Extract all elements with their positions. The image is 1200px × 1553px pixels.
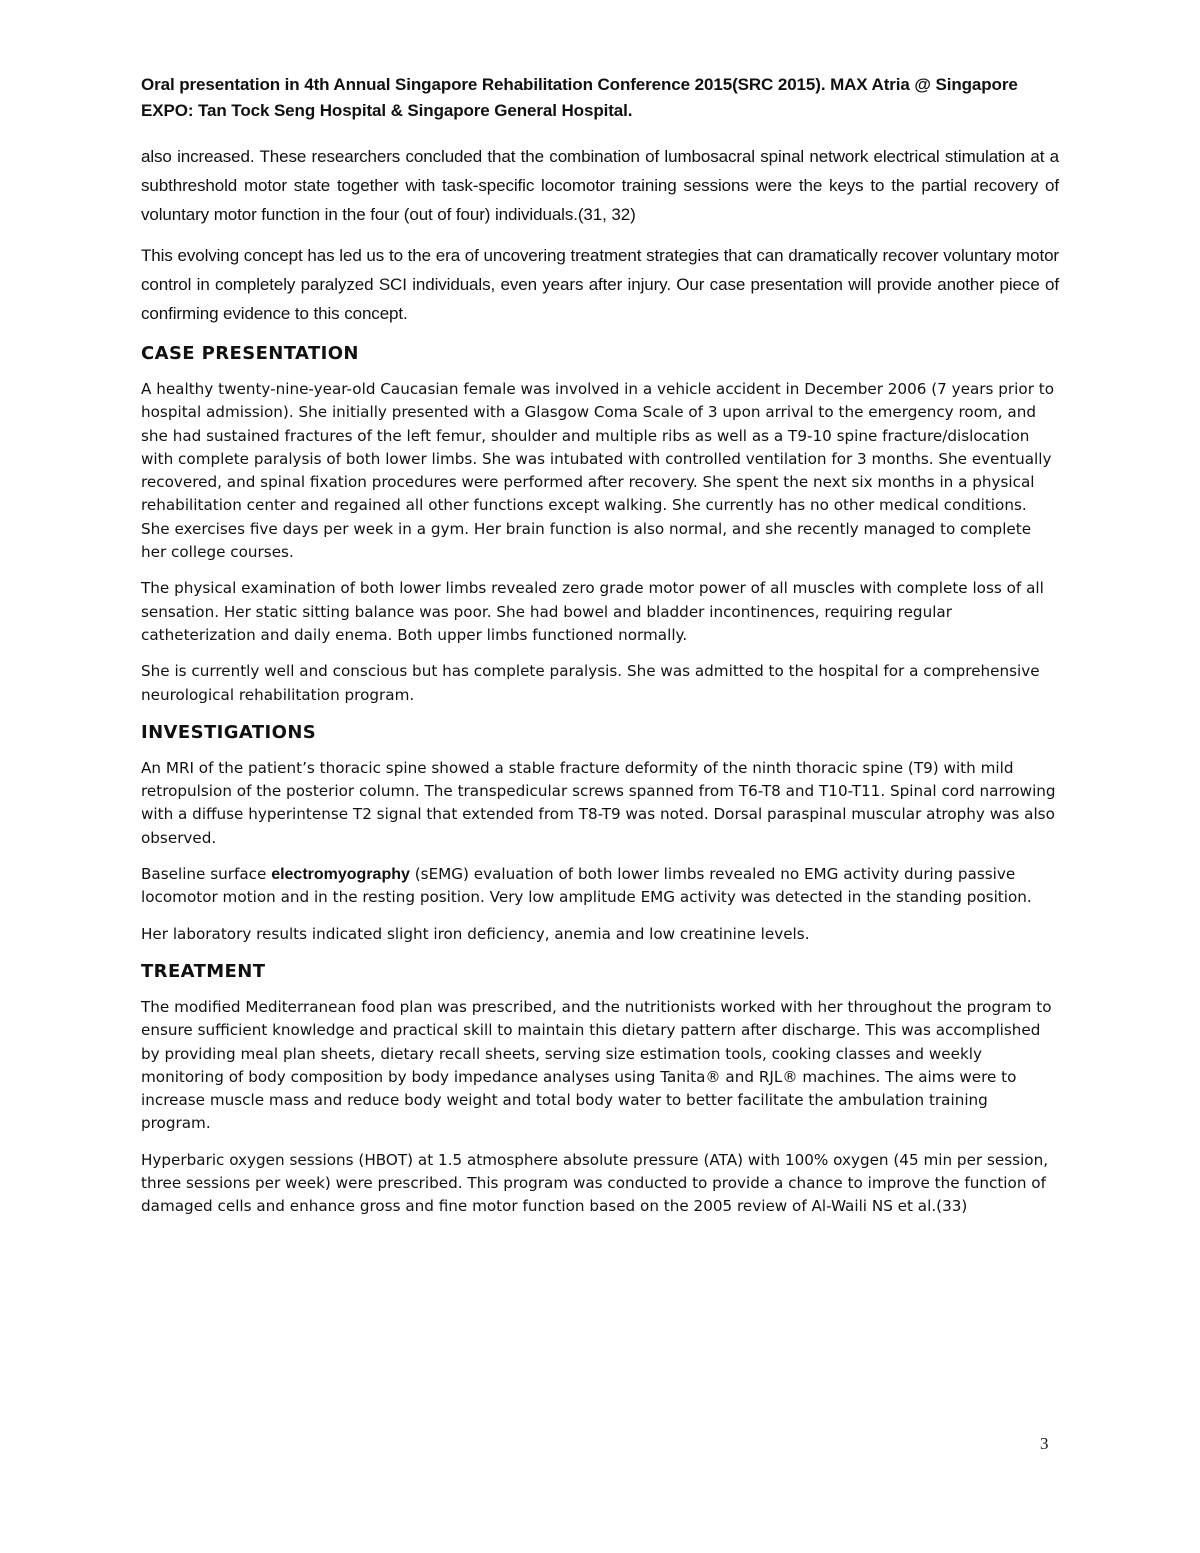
semg-text-pre: Baseline surface [141,865,272,884]
semg-term: electromyography [271,866,410,884]
intro-paragraph-2: This evolving concept has led us to the era of uncovering treatment strategies that can dramatically recover voluntary motor control in completely paralyzed SCI individuals, even years after injury. Our case presentation will provide another piece of confirming evidence to this concept. [141,246,1059,323]
treatment-heading: TREATMENT [141,960,266,982]
investigations-paragraph-3: Her laboratory results indicated slight iron deficiency, anemia and low creatinine levels. [141,924,810,943]
intro-paragraph-1: also increased. These researchers concluded that the combination of lumbosacral spinal network electrical stimulation at a subthreshold motor state together with task-specific locomotor training sessions were the keys to the partial recovery of voluntary motor function in the four (out of four) individuals.(31, 32) [141,147,1059,224]
case-paragraph-3: She is currently well and conscious but has complete paralysis. She was admitted to the hospital for a comprehensive neurological rehabilitation program. [141,662,1040,704]
case-paragraph-2: The physical examination of both lower limbs revealed zero grade motor power of all muscles with complete loss of all sensation. Her static sitting balance was poor. She had bowel and bladder incontinences, requiring regular catheterization and daily enema. Both upper limbs functioned normally. [141,579,1044,644]
document-page [141,72,1059,1232]
investigations-paragraph-2 [141,863,1059,910]
treatment-paragraph-1: The modified Mediterranean food plan was prescribed, and the nutritionists worked with her throughout the program to ensure sufficient knowledge and practical skill to maintain this dietary pattern after discharge. This was accomplished by providing meal plan sheets, dietary recall sheets, serving size estimation tools, cooking classes and weekly monitoring of body composition by body impedance analyses using Tanita® and RJL® machines. The aims were to increase muscle mass and reduce body weight and total body water to better facilitate the ambulation training program. [141,997,1052,1133]
case-presentation-heading: CASE PRESENTATION [141,343,359,364]
treatment-paragraph-2: Hyperbaric oxygen sessions (HBOT) at 1.5 atmosphere absolute pressure (ATA) with 100% oxygen (45 min per session, three sessions per week) were prescribed. This program was conducted to provide a chance to improve the function of damaged cells and enhance gross and fine motor function based on the 2005 review of Al-Waili NS et al.(33) [141,1150,1049,1216]
semg-text-post: (sEMG) evaluation of both lower limbs revealed no EMG activity during passive locomotor motion and in the resting position. Very low amplitude EMG activity was detected in the standing position. [141,865,1032,907]
investigations-paragraph-1: An MRI of the patient’s thoracic spine showed a stable fracture deformity of the ninth thoracic spine (T9) with mild retropulsion of the posterior column. The transpedicular screws spanned from T6-T8 and T10-T11. Spinal cord narrowing with a diffuse hyperintense T2 signal that extended from T8-T9 was noted. Dorsal paraspinal muscular atrophy was also observed. [141,758,1056,847]
conference-header: Oral presentation in 4th Annual Singapore Rehabilitation Conference 2015(SRC 2015). MAX Atria @ Singapore EXPO: Tan Tock Seng Hospital & Singapore General Hospital. [141,75,1018,120]
case-paragraph-1: A healthy twenty-nine-year-old Caucasian female was involved in a vehicle accident in December 2006 (7 years prior to hospital admission). She initially presented with a Glasgow Coma Scale of 3 upon arrival to the emergency room, and she had sustained fractures of the left femur, shoulder and multiple ribs as well as a T9-10 spine fracture/dislocation with complete paralysis of both lower limbs. She was intubated with controlled ventilation for 3 months. She eventually recovered, and spinal fixation procedures were performed after recovery. She spent the next six months in a physical rehabilitation center and regained all other functions except walking. She currently has no other medical conditions. She exercises five days per week in a gym. Her brain function is also normal, and she recently managed to complete her college courses. [141,380,1055,562]
page-number: 3 [1040,1434,1049,1453]
investigations-heading: INVESTIGATIONS [141,721,317,743]
